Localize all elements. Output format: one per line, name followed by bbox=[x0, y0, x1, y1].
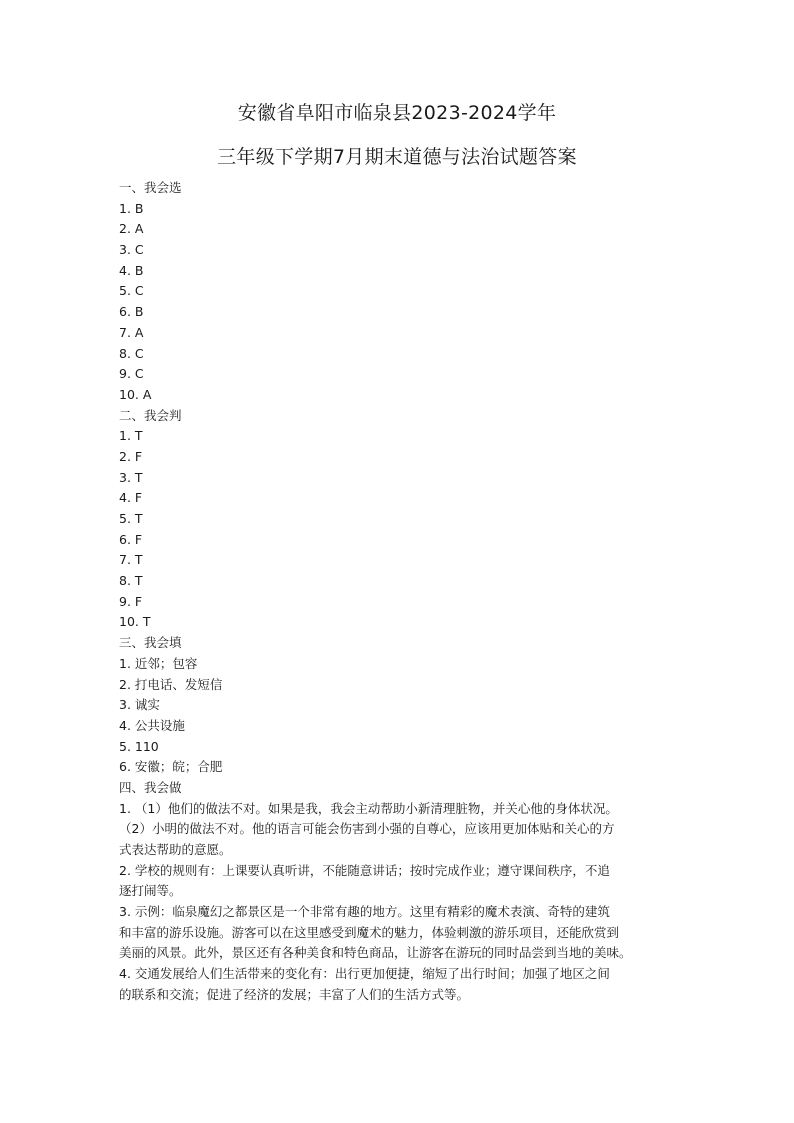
section-heading-judge: 二、我会判 bbox=[119, 407, 182, 423]
answer-item: 2. F bbox=[119, 448, 143, 464]
answer-item: 6. B bbox=[119, 304, 144, 320]
answer-item: 2. 打电话、发短信 bbox=[119, 676, 223, 692]
answer-item: 3. T bbox=[119, 469, 143, 485]
answer-item: 9. F bbox=[119, 593, 143, 609]
answer-item: 1. T bbox=[119, 428, 143, 444]
answer-paragraph-line: 式表达帮助的意愿。 bbox=[119, 842, 232, 857]
answer-paragraph-line: 2. 学校的规则有：上课要认真听讲，不能随意讲话；按时完成作业；遵守课间秩序，不追 bbox=[119, 862, 610, 878]
answer-paragraph-line: 的联系和交流；促进了经济的发展；丰富了人们的生活方式等。 bbox=[119, 986, 470, 1002]
document-title-line-1: 安徽省阜阳市临泉县2023-2024学年 bbox=[237, 102, 557, 124]
answer-item: 7. A bbox=[119, 324, 144, 340]
answer-paragraph-line: 逐打闹等。 bbox=[119, 883, 182, 899]
answer-item: 3. C bbox=[119, 242, 144, 258]
answer-item: 6. 安徽；皖；合肥 bbox=[119, 759, 223, 775]
answer-item: 8. C bbox=[119, 345, 144, 361]
document-title-line-2: 三年级下学期7月期末道德与法治试题答案 bbox=[217, 146, 577, 168]
section-heading-choice: 一、我会选 bbox=[119, 180, 182, 195]
answer-item: 4. 公共设施 bbox=[119, 717, 185, 733]
answer-item: 5. 110 bbox=[119, 738, 159, 754]
answer-paragraph-line: 3. 示例：临泉魔幻之都景区是一个非常有趣的地方。这里有精彩的魔术表演、奇特的建筑 bbox=[119, 904, 610, 920]
answer-item: 3. 诚实 bbox=[119, 697, 160, 713]
answer-item: 9. C bbox=[119, 366, 144, 382]
answer-body bbox=[119, 178, 684, 1006]
answer-item: 2. A bbox=[119, 221, 144, 237]
answer-paragraph-line: 1. （1）他们的做法不对。如果是我，我会主动帮助小新清理脏物，并关心他的身体状况。 bbox=[119, 800, 618, 816]
answer-item: 8. T bbox=[119, 573, 143, 589]
answer-paragraph-line: （2）小明的做法不对。他的语言可能会伤害到小强的自尊心，应该用更加体贴和关心的方 bbox=[119, 821, 615, 837]
answer-item: 10. A bbox=[119, 386, 152, 402]
answer-item: 5. T bbox=[119, 511, 143, 526]
answer-item: 7. T bbox=[119, 552, 143, 568]
answer-paragraph-line: 4. 交通发展给人们生活带来的变化有：出行更加便捷，缩短了出行时间；加强了地区之间 bbox=[119, 966, 610, 982]
answer-item: 4. B bbox=[119, 262, 144, 278]
answer-paragraph-line: 和丰富的游乐设施。游客可以在这里感受到魔术的魅力，体验刺激的游乐项目，还能欣赏到 bbox=[119, 924, 620, 940]
answer-item: 5. C bbox=[119, 283, 144, 299]
answer-paragraph-line: 美丽的风景。此外，景区还有各种美食和特色商品，让游客在游玩的同时品尝到当地的美味。 bbox=[119, 945, 632, 961]
answer-item: 1. B bbox=[119, 200, 144, 216]
section-heading-fill: 三、我会填 bbox=[119, 635, 182, 651]
answer-item: 6. F bbox=[119, 531, 143, 547]
answer-item: 1. 近邻；包容 bbox=[119, 655, 198, 671]
answer-item: 10. T bbox=[119, 614, 151, 630]
answer-item: 4. F bbox=[119, 490, 143, 506]
section-heading-practice: 四、我会做 bbox=[119, 779, 182, 795]
